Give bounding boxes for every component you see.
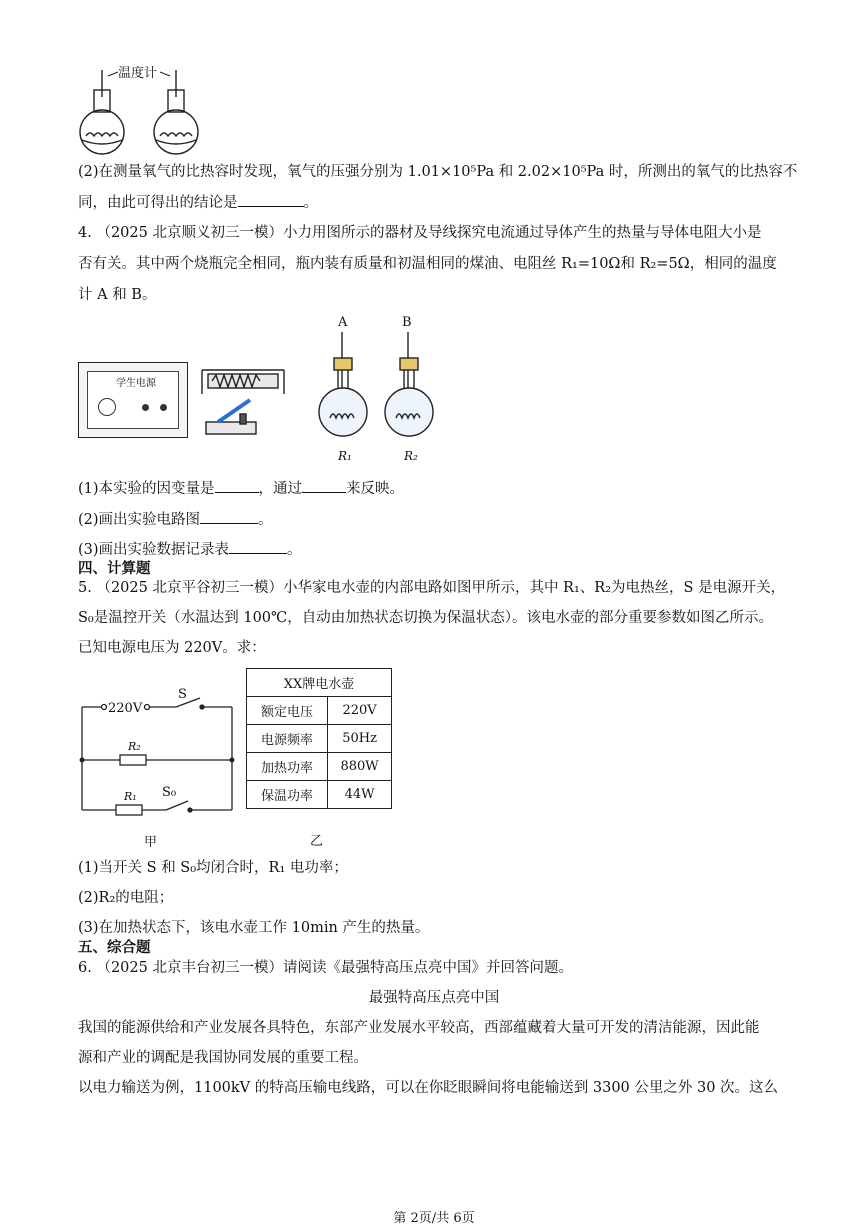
terminal-icon [142,404,149,411]
switch-s0-label: S₀ [162,785,177,800]
circuit-diagram [76,686,240,854]
r2-label: R₂ [404,449,418,463]
table-row [247,725,392,753]
answer-blank [302,478,346,493]
terminal-icon [160,404,167,411]
power-supply-label: 学生电源 [116,378,156,389]
answer-blank [229,539,287,554]
r2-label: R₂ [128,740,141,753]
table-row [247,781,392,809]
r1-label: R₁ [124,790,137,803]
answer-blank [238,192,304,207]
q6-para1-line1: 我国的能源供给和产业发展各具特色，东部产业发展水平较高，西部蕴藏着大量可开发的清洁能源，因此能 [78,1020,760,1036]
q6-para1-line2: 源和产业的调配是我国协同发展的重要工程。 [78,1050,368,1066]
q4-line3: 计 A 和 B。 [78,287,157,303]
q3-part2-line2-text: 同，由此可得出的结论是 [78,195,238,211]
answer-blank [215,478,259,493]
spec-name: 额定电压 [247,697,328,725]
q3-part2-line2 [78,192,318,213]
article-title: 最强特高压点亮中国 [368,990,500,1006]
knob-icon [98,398,116,416]
q5-line3: 已知电源电压为 220V。求： [78,640,266,656]
q4-part3-end: 。 [287,542,302,558]
q4-part3-text: (3)画出实验数据记录表 [78,542,230,558]
q4-part1-text-c: 来反映。 [346,481,405,497]
figure-caption-jia: 甲 [144,835,158,850]
q4-part1 [78,478,404,499]
q6-para2-line1: 以电力输送为例，1100kV 的特高压输电线路，可以在你眨眼瞬间将电能输送到 3300 公里之外 30 次。这么 [78,1080,779,1096]
switch-s-label: S [178,687,187,702]
section-heading-comprehensive: 五、综合题 [78,939,151,956]
thermometer-flasks-figure [72,62,222,162]
section-heading-calculation: 四、计算题 [78,560,151,577]
resistor-r1-icon [116,805,142,815]
q5-part1: (1)当开关 S 和 S₀均闭合时，R₁ 电功率； [78,860,348,876]
spec-value: 220V [328,697,392,725]
q3-part2-line2-end: 。 [303,195,318,211]
heating-flasks-figure [312,314,462,466]
flask-left [80,70,124,154]
student-power-supply [78,362,188,438]
q5-line1: 5. （2025 北京平谷初三一模）小华家电水壶的内部电路如图甲所示，其中 R₁、R₂为电热丝，S 是电源开关， [78,580,786,596]
switch-s0-icon [166,801,188,810]
q4-part2-end: 。 [258,512,273,528]
power-panel [87,371,179,429]
q5-part3: (3)在加热状态下，该电水壶工作 10min 产生的热量。 [78,920,430,936]
spec-value: 880W [328,753,392,781]
kettle-spec-table [246,668,392,809]
q5-part2: (2)R₂的电阻； [78,890,174,906]
q5-line2: S₀是温控开关（水温达到 100℃，自动由加热状态切换为保温状态）。该电水壶的部分重要参数如图乙所示。 [78,610,773,626]
q4-part2-text: (2)画出实验电路图 [78,512,201,528]
q4-line2: 否有关。其中两个烧瓶完全相同，瓶内装有质量和初温相同的煤油、电阻丝 R₁=10Ω和 R₂=5Ω，相同的温度 [78,256,777,272]
table-row [247,697,392,725]
q4-part1-text-a: (1)本实验的因变量是 [78,481,215,497]
spec-value: 50Hz [328,725,392,753]
q6-line1: 6. （2025 北京丰台初三一模）请阅读《最强特高压点亮中国》并回答问题。 [78,960,573,976]
rheostat-icon [202,370,284,394]
resistor-r2-icon [120,755,146,765]
rheostat-and-switch [198,364,294,444]
spec-name: 电源频率 [247,725,328,753]
thermometer-b-label: B [402,315,412,330]
spec-value: 44W [328,781,392,809]
q4-line1: 4. （2025 北京顺义初三一模）小力用图所示的器材及导线探究电流通过导体产生的热量与导体电阻大小是 [78,225,762,241]
page-footer: 第 2页/共 6页 [393,1211,475,1226]
q4-part3 [78,539,302,560]
flask-right [154,70,198,154]
thermometer-a-label: A [338,315,348,330]
spec-table-title: XX牌电水壶 [247,669,392,697]
r1-label: R₁ [338,449,352,463]
knife-switch-icon [206,400,256,434]
spec-name: 加热功率 [247,753,328,781]
thermometer-label: 温度计 [118,66,158,81]
voltage-label: 220V [108,701,143,716]
spec-name: 保温功率 [247,781,328,809]
flask-a [319,332,367,436]
q4-part1-text-b: ，通过 [258,481,303,497]
table-row [247,753,392,781]
figure-caption-yi: 乙 [310,834,324,849]
q3-part2-line1: (2)在测量氧气的比热容时发现，氧气的压强分别为 1.01×10⁵Pa 和 2.02×10⁵Pa 时，所测出的氧气的比热容不 [78,164,798,180]
answer-blank [200,509,258,524]
flask-b [385,332,433,436]
q4-part2 [78,509,273,530]
